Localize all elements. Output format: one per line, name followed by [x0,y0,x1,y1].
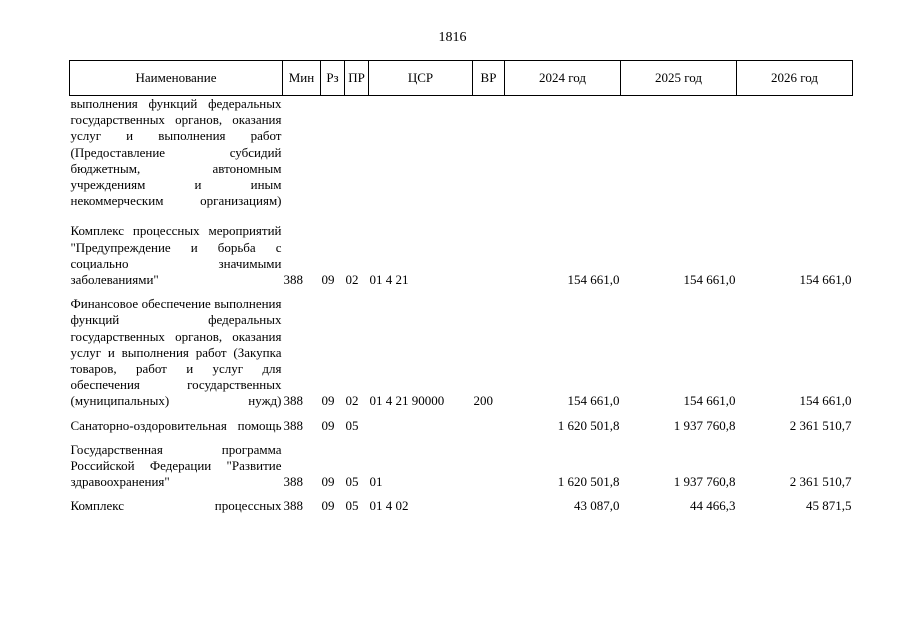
budget-table [69,60,853,515]
header-2025: 2025 год [621,61,737,96]
row-2025: 154 661,0 [683,393,736,409]
row-csr [369,96,473,210]
row-2026: 154 661,0 [799,393,852,409]
row-pr [345,96,369,210]
row-rz [321,96,345,210]
row-csr: 01 4 02 [369,498,409,514]
row-pr: 05 [345,474,359,490]
row-vr [473,410,505,434]
header-2026: 2026 год [737,61,853,96]
table-header-row [70,61,853,96]
row-min: 388 [283,417,303,433]
row-vr [473,490,505,514]
row-rz: 09 [321,474,335,490]
row-rz: 09 [321,272,335,288]
row-csr: 01 4 21 [369,272,409,288]
row-name: Комплекс процессных [70,498,282,514]
row-csr: 01 4 21 90000 [369,393,445,409]
row-vr: 200 [473,393,493,409]
row-min: 388 [283,474,303,490]
header-2024: 2024 год [505,61,621,96]
row-2024: 154 661,0 [567,393,620,409]
row-2024 [505,96,621,210]
table-row [70,490,853,514]
row-vr [473,96,505,210]
row-name: выполнения функций федеральных государственных органов, оказания услуг и выполнения работ (Предоставление субсидий бюджетным, автономным учреждениям и иным некоммерческим организациям) [70,96,282,209]
row-rz: 09 [321,417,335,433]
header-pr: ПР [345,61,369,96]
row-2025: 1 937 760,8 [673,474,736,490]
table-row [70,410,853,434]
page-number: 1816 [438,30,467,45]
header-min: Мин [283,61,321,96]
row-2025: 44 466,3 [690,498,736,514]
table-row [70,434,853,491]
row-name: Санаторно-оздоровительная помощь [70,417,282,433]
header-csr: ЦСР [369,61,473,96]
header-name: Наименование [70,61,283,96]
row-2024: 1 620 501,8 [557,417,620,433]
table-row [70,288,853,409]
row-min [283,96,321,210]
row-name: Государственная программа Российской Федерации "Развитие здравоохранения" [70,441,282,490]
row-name: Комплекс процессных мероприятий "Предупреждение и борьба с социально значимыми заболеваниями" [70,223,282,288]
row-vr [473,434,505,491]
row-name: Финансовое обеспечение выполнения функций федеральных государственных органов, оказания услуг и выполнения работ (Закупка товаров, работ и услуг для обеспечения государственных (муниципальных) нужд) [70,296,282,409]
header-vr: ВР [473,61,505,96]
table-row [70,209,853,288]
row-min: 388 [283,498,303,514]
row-2026: 45 871,5 [806,498,852,514]
row-min: 388 [283,272,303,288]
row-2026: 2 361 510,7 [789,417,852,433]
row-2025: 1 937 760,8 [673,417,736,433]
row-pr: 05 [345,498,359,514]
row-2024: 1 620 501,8 [557,474,620,490]
row-2026 [737,96,853,210]
row-2025 [621,96,737,210]
table-row [70,96,853,210]
row-pr: 02 [345,272,359,288]
row-2024: 43 087,0 [574,498,620,514]
row-rz: 09 [321,393,335,409]
row-2024: 154 661,0 [567,272,620,288]
row-pr: 02 [345,393,359,409]
row-2025: 154 661,0 [683,272,736,288]
row-2026: 2 361 510,7 [789,474,852,490]
row-csr: 01 [369,474,383,490]
row-min: 388 [283,393,303,409]
row-2026: 154 661,0 [799,272,852,288]
row-csr [369,410,473,434]
row-pr: 05 [345,417,359,433]
header-rz: Рз [321,61,345,96]
row-rz: 09 [321,498,335,514]
row-vr [473,209,505,288]
